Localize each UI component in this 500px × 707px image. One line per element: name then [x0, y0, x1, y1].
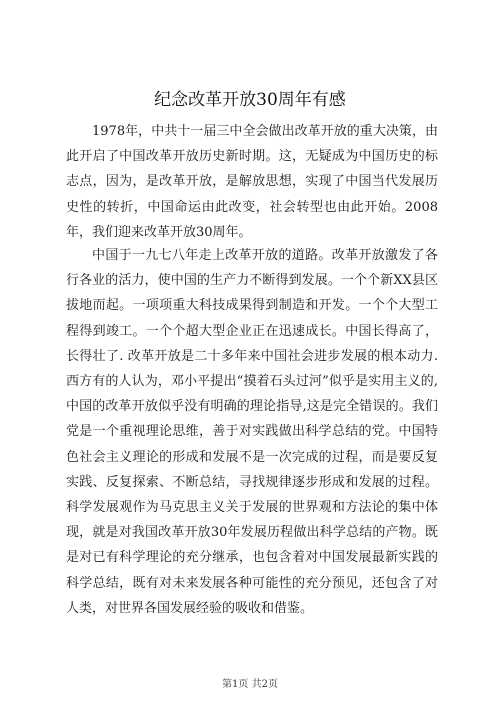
- paragraph-intro: 1978年，中共十一届三中全会做出改革开放的重大决策，由此开启了中国改革开放历史新时期。这，无疑成为中国历史的标志点，因为，是改革开放，是解放思想，实现了中国当代发展历史性的转折，中国命运由此改变，社会转型也由此开始。2008年，我们迎来改革开放30周年。: [66, 124, 438, 240]
- document-title: 纪念改革开放30周年有感: [154, 90, 346, 110]
- paragraph-body: 中国于一九七八年走上改革开放的道路。改革开放激发了各行各业的活力，使中国的生产力不断得到发展。一个个新XX县区拔地而起。一项项重大科技成果得到制造和开发。一个个大型工程得到竣工。一个个超大型企业正在迅速成长。中国长得高了，长得壮了. 改革开放是二十多年来中国社会进步发展的根本动力.西方有的人认为，邓小平提出“摸着石头过河”似乎是实用主义的,中国的改革开放似乎没有明确的理论指导,这是完全错误的。我们党是一个重视理论思维，善于对实践做出科学总结的党。中国特色社会主义理论的形成和发展不是一次完成的过程，而是要反复实践、反复探索、不断总结，寻找规律逐步形成和发展的过程。科学发展观作为马克思主义关于发展的世界观和方法论的集中体现，就是对我国改革开放30年发展历程做出科学总结的产物。既是对已有科学理论的充分继承，也包含着对中国发展最新实践的科学总结，既有对未来发展各种可能性的充分预见，还包含了对人类，对世界各国发展经验的吸收和借鉴。: [66, 248, 438, 616]
- page-footer: 第1页 共2页: [222, 679, 278, 690]
